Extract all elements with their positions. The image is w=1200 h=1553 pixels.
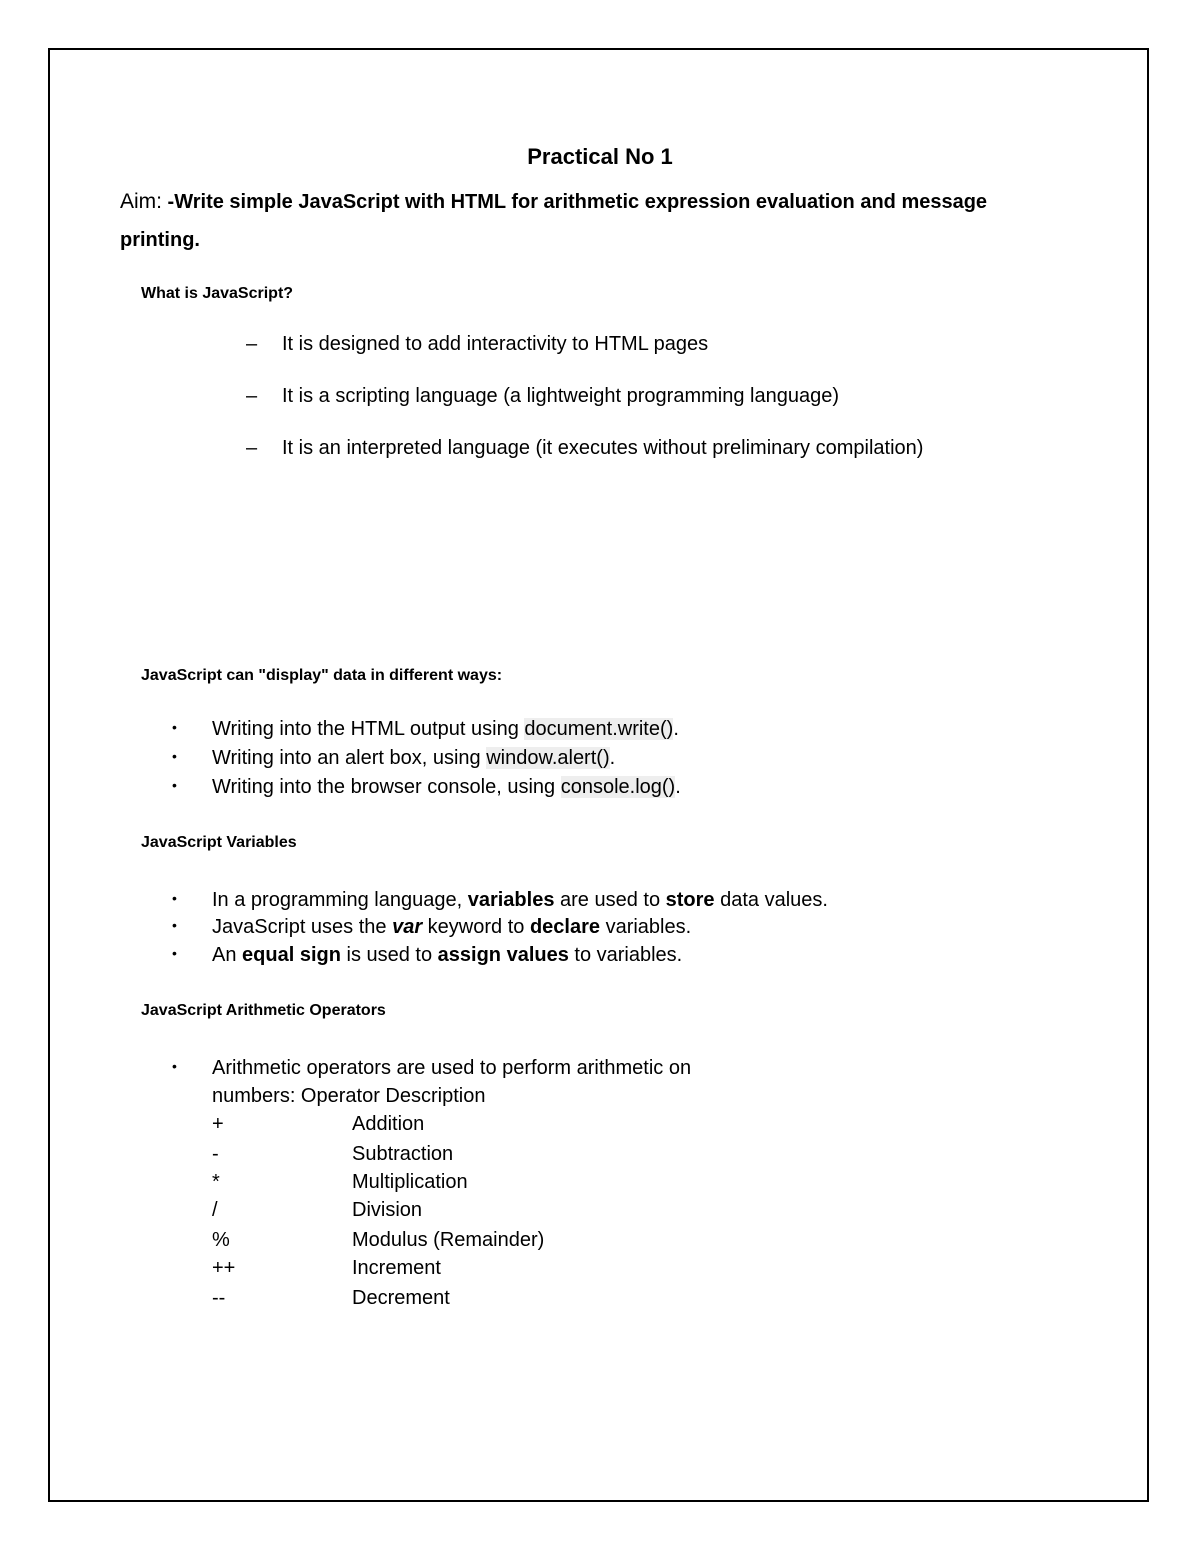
- list-item: [172, 944, 682, 967]
- variables-heading: JavaScript Variables: [141, 834, 297, 851]
- item-text: Writing into an alert box, using: [212, 747, 487, 769]
- code-snippet: console.log(): [560, 776, 676, 798]
- list-item: [172, 889, 828, 912]
- item-text: is used to: [340, 944, 438, 966]
- dash-list-item: [246, 333, 708, 356]
- bold-term: store: [665, 889, 715, 911]
- dash-marker: –: [246, 437, 258, 459]
- aim-line-1: [120, 190, 987, 214]
- bold-term: variables: [467, 889, 555, 911]
- item-text: keyword to: [422, 916, 530, 938]
- operator-symbol: /: [212, 1199, 218, 1221]
- bullet-marker: •: [172, 1058, 177, 1074]
- dash-list-item: [246, 437, 923, 460]
- aim-label: Aim:: [120, 190, 162, 213]
- operator-symbol: *: [212, 1171, 220, 1193]
- operator-description: Subtraction: [352, 1143, 454, 1165]
- dash-list-item: [246, 385, 839, 408]
- operator-symbol: -: [212, 1143, 219, 1165]
- bullet-marker: •: [172, 719, 177, 735]
- code-snippet: document.write(): [524, 718, 674, 740]
- operator-symbol: %: [212, 1229, 230, 1251]
- bold-italic-term: var: [392, 916, 423, 938]
- dash-item-text: It is designed to add interactivity to HTML pages: [282, 333, 709, 355]
- item-text: .: [609, 747, 616, 769]
- page-border: [48, 48, 1149, 1502]
- operator-description: Multiplication: [352, 1171, 468, 1193]
- item-text: JavaScript uses the: [212, 916, 393, 938]
- bullet-marker: •: [172, 917, 177, 933]
- list-item: [172, 747, 615, 770]
- item-text: .: [675, 776, 681, 798]
- page-title: Practical No 1: [527, 144, 673, 169]
- bullet-marker: •: [172, 748, 177, 764]
- dash-item-text: It is a scripting language (a lightweight programming language): [282, 385, 839, 407]
- aim-line-2: printing.: [120, 229, 200, 251]
- dash-marker: –: [246, 333, 258, 355]
- item-text: An: [212, 944, 243, 966]
- operator-symbol: +: [212, 1113, 224, 1135]
- item-text: In a programming language,: [212, 889, 468, 911]
- item-text: Writing into the browser console, using: [212, 776, 561, 798]
- operator-description: Increment: [352, 1257, 441, 1279]
- bold-term: equal sign: [242, 944, 341, 966]
- bold-term: assign values: [437, 944, 569, 966]
- list-item: [172, 916, 691, 939]
- list-item: [172, 718, 679, 741]
- bullet-marker: •: [172, 890, 177, 906]
- what-is-heading: What is JavaScript?: [141, 285, 294, 302]
- arithmetic-heading: JavaScript Arithmetic Operators: [141, 1002, 386, 1019]
- list-item: [172, 776, 681, 799]
- display-heading: JavaScript can "display" data in different ways:: [141, 667, 503, 684]
- operator-symbol: ++: [212, 1257, 236, 1279]
- dash-marker: –: [246, 385, 258, 407]
- list-item: [172, 1057, 691, 1080]
- code-snippet: window.alert(): [486, 747, 610, 769]
- item-text: Writing into the HTML output using: [212, 718, 525, 740]
- dash-item-text: It is an interpreted language (it executes without preliminary compilation): [282, 437, 924, 459]
- item-text: data values.: [714, 889, 828, 911]
- bold-term: declare: [529, 916, 601, 938]
- arithmetic-intro-line-2: numbers: Operator Description: [212, 1085, 486, 1107]
- bullet-marker: •: [172, 777, 177, 793]
- item-text: are used to: [554, 889, 666, 911]
- item-text: variables.: [600, 916, 692, 938]
- aim-text-1: -Write simple JavaScript with HTML for arithmetic expression evaluation and message: [162, 191, 988, 213]
- item-text: to variables.: [568, 944, 683, 966]
- operator-description: Addition: [352, 1113, 425, 1135]
- bullet-marker: •: [172, 945, 177, 961]
- item-text: .: [673, 718, 679, 740]
- operator-description: Modulus (Remainder): [352, 1229, 545, 1251]
- operator-description: Division: [352, 1199, 423, 1221]
- operator-symbol: --: [212, 1287, 226, 1309]
- item-text: Arithmetic operators are used to perform arithmetic on: [212, 1057, 692, 1079]
- operator-description: Decrement: [352, 1287, 450, 1309]
